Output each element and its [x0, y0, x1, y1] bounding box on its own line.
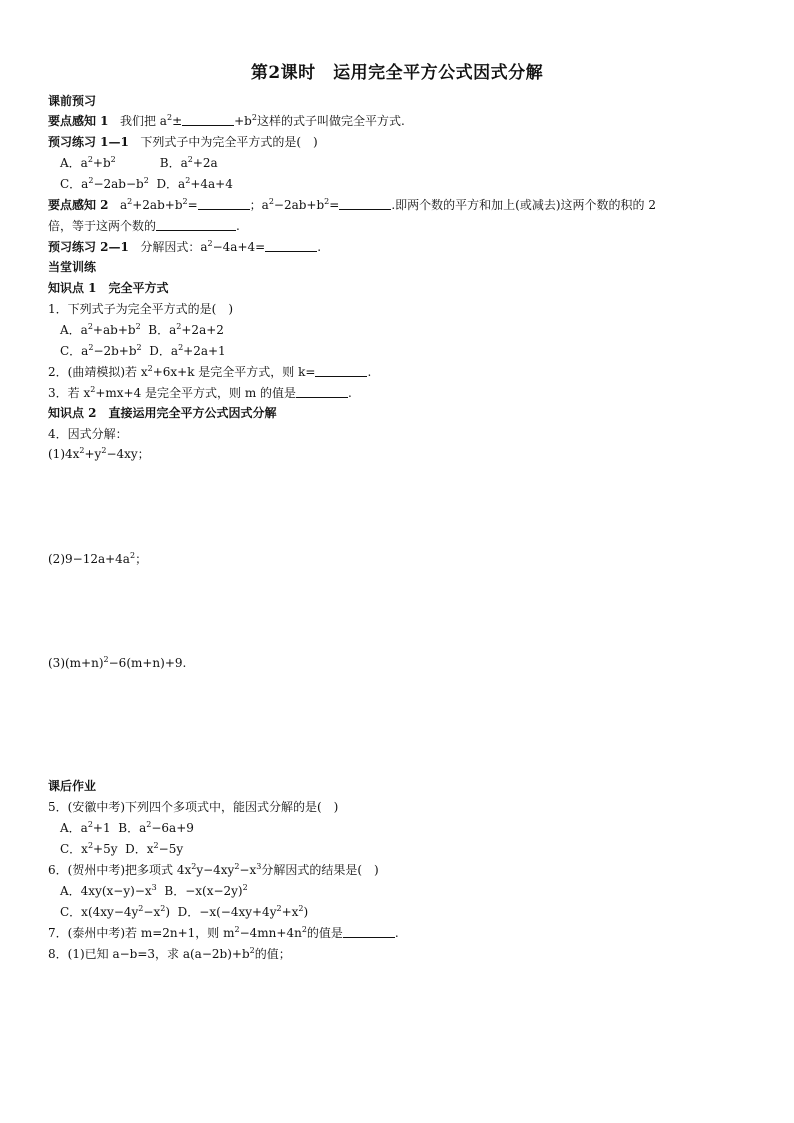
exercise-1-1: 预习练习 1—1 下列式子中为完全平方式的是( ) — [48, 135, 318, 149]
knowledge-point-2: 知识点 2 直接运用完全平方公式因式分解 — [48, 406, 277, 420]
exercise-2-1-label: 预习练习 2—1 — [48, 240, 129, 254]
question-6: 6．(贺州中考)把多项式 $4x^2y-4xy^2-x^3$分解因式的结果是( ) — [48, 862, 379, 877]
question-4-part-1: $(1)4x^2+y^2-4xy$； — [48, 446, 150, 461]
section-homework: 课后作业 — [48, 779, 97, 793]
answer-blank[interactable] — [182, 114, 234, 126]
exercise-1-1-label: 预习练习 1—1 — [48, 135, 129, 149]
exercise-1-1-options-cd: C．$a^2-2ab-b^2$ D．$a^2+4a+4$ — [60, 176, 233, 191]
question-1-options-cd: C．$a^2-2b+b^2$ D．$a^2+2a+1$ — [60, 343, 226, 358]
key-point-2: 要点感知 2 $a^2+2ab+b^2=$ ；$a^2-2ab+b^2=$ .即两个数的平方和加上(或减去)这两个数的积的 2 — [48, 197, 656, 212]
question-4: 4．因式分解： — [48, 427, 128, 441]
question-1-options-ab: A．$a^2+ab+b^2$ B．$a^2+2a+2$ — [60, 322, 224, 337]
exercise-2-1: 预习练习 2—1 分解因式：$a^2-4a+4=$ . — [48, 239, 322, 254]
answer-blank[interactable] — [343, 926, 395, 938]
answer-blank[interactable] — [156, 219, 236, 231]
knowledge-point-1: 知识点 1 完全平方式 — [48, 281, 169, 295]
question-6-options-ab: A．$4xy(x-y)-x^3$ B．$-x(x-2y)^2$ — [60, 883, 248, 898]
key-point-1: 要点感知 1 我们把 $a^2\pm +b^2$这样的式子叫做完全平方式. — [48, 113, 405, 128]
answer-blank[interactable] — [339, 198, 391, 210]
page-title: 第2课时 运用完全平方公式因式分解 — [250, 63, 544, 83]
question-5-options-cd: C．$x^2+5y$ D．$x^2-5y$ — [60, 841, 184, 856]
question-7: 7．(泰州中考)若 m=2n+1，则 $m^2-4mn+4n^2$的值是 . — [48, 925, 399, 940]
question-8: 8．(1)已知 a−b=3，求 $a(a-2b)+b^2$的值； — [48, 946, 291, 961]
answer-blank[interactable] — [265, 240, 317, 252]
question-5-options-ab: A．$a^2+1$ B．$a^2-6a+9$ — [60, 820, 194, 835]
section-pre-study: 课前预习 — [48, 94, 97, 108]
question-6-options-cd: C．$x(4xy-4y^2-x^2)$ D．$-x(-4xy+4y^2+x^2)$ — [60, 904, 309, 919]
question-4-part-3: $(3)(m+n)^2-6(m+n)+9$. — [48, 655, 187, 670]
question-5: 5．(安徽中考)下列四个多项式中，能因式分解的是( ) — [48, 800, 339, 814]
question-3: 3．若 $x^2+mx+4$ 是完全平方式，则 m 的值是 . — [48, 385, 352, 400]
key-point-2-label: 要点感知 2 — [48, 198, 109, 212]
key-point-2-cont: 倍，等于这两个数的 . — [48, 219, 240, 233]
section-class-training: 当堂训练 — [48, 260, 97, 274]
key-point-1-label: 要点感知 1 — [48, 114, 109, 128]
exercise-1-1-options-ab: A．$a^2+b^2$ B．$a^2+2a$ — [60, 155, 218, 170]
answer-blank[interactable] — [296, 386, 348, 398]
answer-blank[interactable] — [315, 365, 367, 377]
question-1: 1．下列式子为完全平方式的是( ) — [48, 302, 233, 316]
question-4-part-2: $(2)9-12a+4a^2$； — [48, 551, 148, 566]
answer-blank[interactable] — [198, 198, 250, 210]
question-2: 2．(曲靖模拟)若 $x^2+6x+k$ 是完全平方式，则 k= . — [48, 364, 372, 379]
